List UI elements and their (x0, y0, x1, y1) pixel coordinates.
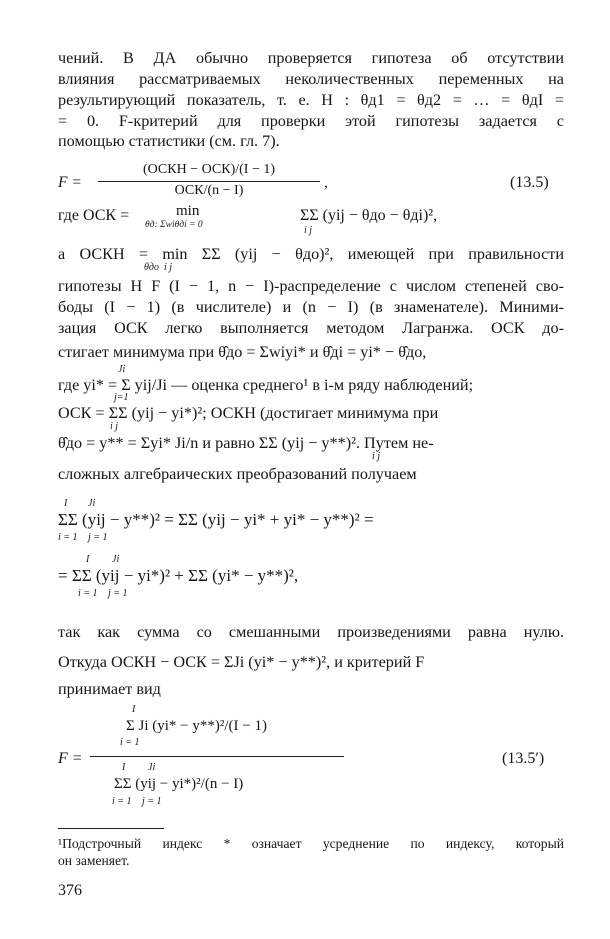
text-line: гипотезы H F (I − 1, n − I)-распределение с числом степеней сво- (58, 277, 564, 295)
sum-indices: i j (110, 421, 119, 432)
equation-lhs: F = (58, 174, 82, 191)
sum-lower-limit: j = 1 (108, 588, 128, 599)
sum-lower-limit: j=1 (114, 392, 129, 403)
footnote-line: он заменяет. (58, 853, 130, 868)
equation-number: (13.5) (510, 174, 549, 191)
text-line: = 0. F-критерий для проверки этой гипотезы задается с (58, 112, 564, 130)
equation-number: (13.5′) (502, 750, 545, 767)
identity-line-1: ΣΣ (yij − y**)² = ΣΣ (yij − yi* + yi* − y**)² = (58, 510, 374, 529)
sum-indices: i j (304, 225, 313, 236)
sum-upper-limit: Ji (118, 364, 126, 375)
min-constraint: θд: Σwiθдi = 0 (145, 220, 203, 230)
text-line: принимает вид (58, 680, 161, 698)
text-line: результирующий показатель, т. е. H : θд1 = θд2 = … = θдI = (58, 91, 564, 109)
equation-numerator: Σ Ji (yi* − y**)²/(I − 1) (126, 718, 267, 734)
text-line: сложных алгебраических преобразований получаем (58, 465, 417, 483)
text-line: влияния рассматриваемых неколичественных переменных на (58, 70, 564, 88)
identity-block (58, 498, 564, 610)
sum-lower-limit: i = 1 (120, 737, 140, 748)
equation-denominator: ΣΣ (yij − yi*)²/(n − I) (114, 776, 244, 792)
osk-body: ΣΣ (yij − θдо − θдi)², (300, 207, 438, 224)
text-line: так как сумма со смешанными произведениями равна нулю. (58, 623, 564, 641)
equation-denominator: ОСК/(n − I) (174, 183, 244, 198)
fraction-bar (98, 181, 320, 182)
text-line: зация ОСК легко выполняется методом Лагранжа. ОСК до- (58, 319, 564, 337)
text-line: боды (I − 1) (в числителе) и (n − I) (в знаменателе). Миними- (58, 298, 564, 316)
sum-upper-limit: I (132, 704, 136, 715)
sum-upper-limit: I (122, 762, 126, 773)
fraction-bar (90, 756, 344, 757)
page-number: 376 (58, 882, 82, 899)
text-line: а ОСКH = min ΣΣ (yij − θдо)², имеющей при правильности (58, 245, 564, 263)
sum-upper-limit: Ji (112, 554, 120, 565)
text-lead: где ОСК = (58, 207, 130, 224)
identity-line-2: = ΣΣ (yij − yi*)² + ΣΣ (yi* − y**)², (58, 566, 299, 585)
text-line: помощью статистики (см. гл. 7). (58, 132, 280, 150)
min-subscript: θдо i j (144, 262, 173, 273)
text-line: чений. В ДА обычно проверяется гипотеза об отсутствии (58, 49, 564, 67)
sum-lower-limit: i = 1 (58, 532, 78, 543)
sum-upper-limit: I (86, 554, 90, 565)
osk-definition (58, 203, 564, 239)
equation-numerator: (ОСКH − ОСК)/(I − 1) (142, 162, 275, 177)
text-line: где yi* = Σ yij/Ji — оценка среднего¹ в i-м ряду наблюдений; (58, 376, 474, 394)
equation-13-5 (58, 162, 564, 202)
footnote-rule (58, 828, 164, 829)
text-line: θ̂до = y** = Σyi* Ji/n и равно ΣΣ (yij − y**)². Путем не- (58, 434, 434, 452)
sum-upper-limit: Ji (148, 762, 156, 773)
text-line: Откуда ОСКH − ОСК = ΣJi (yi* − y**)², и критерий F (58, 653, 425, 671)
sum-upper-limit: I (64, 498, 68, 509)
sum-lower-limit: j = 1 (88, 532, 108, 543)
sum-upper-limit: Ji (88, 498, 96, 509)
min-operator: min (176, 203, 200, 219)
equation-lhs: F = (58, 750, 83, 767)
equation-13-5-prime (58, 704, 564, 814)
equation-tail: , (324, 174, 328, 191)
text-line: стигает минимума при θ̂до = Σwiyi* и θ̂дi = yi* − θ̂до, (58, 343, 427, 361)
footnote-line: ¹Подстрочный индекс * означает усреднение по индексу, который (58, 836, 564, 851)
sum-indices: i j (372, 451, 381, 462)
sum-lower-limit: j = 1 (142, 796, 162, 807)
text-line: ОСК = ΣΣ (yij − yi*)²; ОСКH (достигает минимума при (58, 404, 439, 422)
sum-lower-limit: i = 1 (112, 796, 132, 807)
sum-lower-limit: i = 1 (78, 588, 98, 599)
